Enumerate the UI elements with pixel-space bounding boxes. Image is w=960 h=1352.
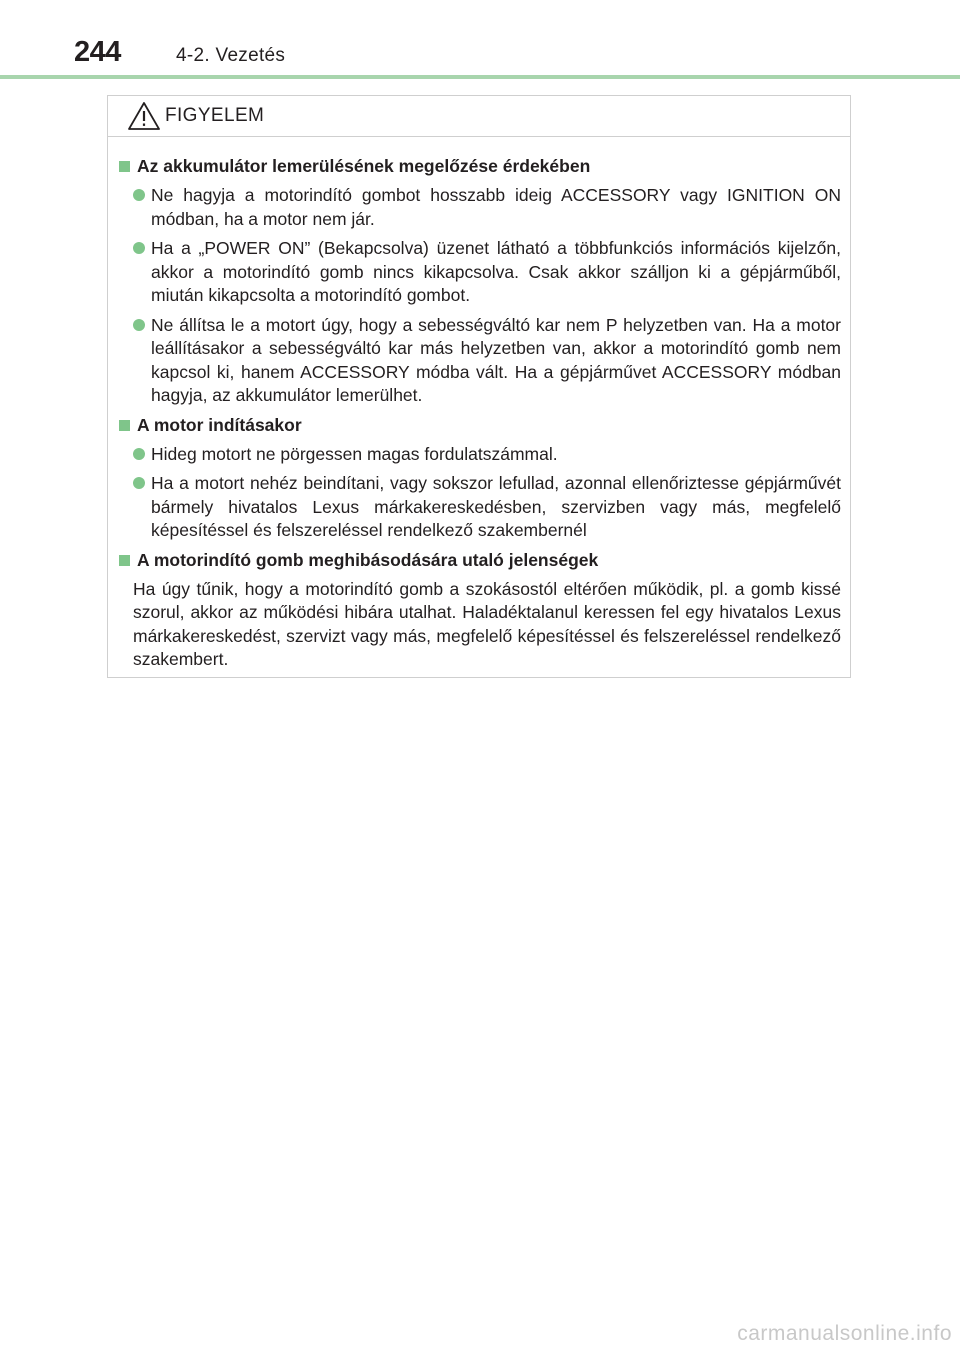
list-item-text: Ne hagyja a motorindító gombot hosszabb ideig ACCESSORY vagy IGNITION ON módban, ha a motor nem jár.	[151, 185, 841, 229]
round-bullet-icon	[133, 319, 145, 331]
list-item-text: Ne állítsa le a motort úgy, hogy a sebességváltó kar nem P helyzetben van. Ha a motor leállításakor a sebességváltó kar más helyzetben van, akkor a motorindító gomb nem kapcsol ki, hanem ACCESSORY módba vált. Ha a gépjárművet ACCESSORY módban hagyja, az akkumulátor lemerülhet.	[151, 314, 841, 405]
round-bullet-icon	[133, 189, 145, 201]
list-item	[133, 472, 841, 543]
header-rule	[0, 75, 960, 79]
warning-triangle-icon	[127, 101, 161, 131]
subheading	[117, 549, 841, 572]
paragraph: Ha úgy tűnik, hogy a motorindító gomb a szokásostól eltérően működik, pl. a gomb kissé szorul, akkor az működési hibára utalhat. Haladéktalanul keressen fel egy hivatalos Lexus márkakereskedést, szervizt vagy más, megfelelő képesítéssel és felszereléssel rendelkező szakembert.	[133, 578, 841, 669]
list-item	[133, 184, 841, 231]
list-item	[133, 443, 841, 467]
subheading-text: A motor indításakor	[137, 414, 302, 435]
list-item-text: Ha a „POWER ON” (Bekapcsolva) üzenet látható a többfunkciós információs kijelzőn, akkor a motorindító gomb nincs kikapcsolva. Csak akkor szálljon ki a gépjárműből, miután kikapcsolta a motorindító gombot.	[151, 238, 841, 305]
subheading-text: A motorindító gomb meghibásodására utaló jelenségek	[137, 549, 599, 570]
page-number: 244	[74, 36, 121, 68]
square-bullet-icon	[119, 555, 130, 566]
square-bullet-icon	[119, 420, 130, 431]
subheading-text: Az akkumulátor lemerülésének megelőzése érdekében	[137, 156, 591, 176]
warning-title: FIGYELEM	[165, 105, 265, 126]
warning-body	[108, 137, 850, 672]
round-bullet-icon	[133, 242, 145, 254]
page-header	[0, 0, 960, 80]
section-title: 4-2. Vezetés	[176, 45, 286, 66]
round-bullet-icon	[133, 477, 145, 489]
subheading	[117, 414, 841, 437]
footer-watermark: carmanualsonline.info	[737, 1322, 952, 1345]
list-item	[133, 314, 841, 408]
warning-header	[108, 96, 850, 137]
list-item	[133, 237, 841, 308]
list-item-text: Ha a motort nehéz beindítani, vagy sokszor lefullad, azonnal ellenőriztesse gépjárművét bármely hivatalos Lexus márkakereskedésben, szervizben vagy más, megfelelő képesítéssel és felszereléssel rendelkező szakembernél	[151, 473, 841, 540]
list-item-text: Hideg motort ne pörgessen magas fordulatszámmal.	[151, 443, 558, 464]
square-bullet-icon	[119, 161, 130, 172]
round-bullet-icon	[133, 448, 145, 460]
warning-box	[107, 95, 851, 678]
subheading	[117, 155, 841, 178]
